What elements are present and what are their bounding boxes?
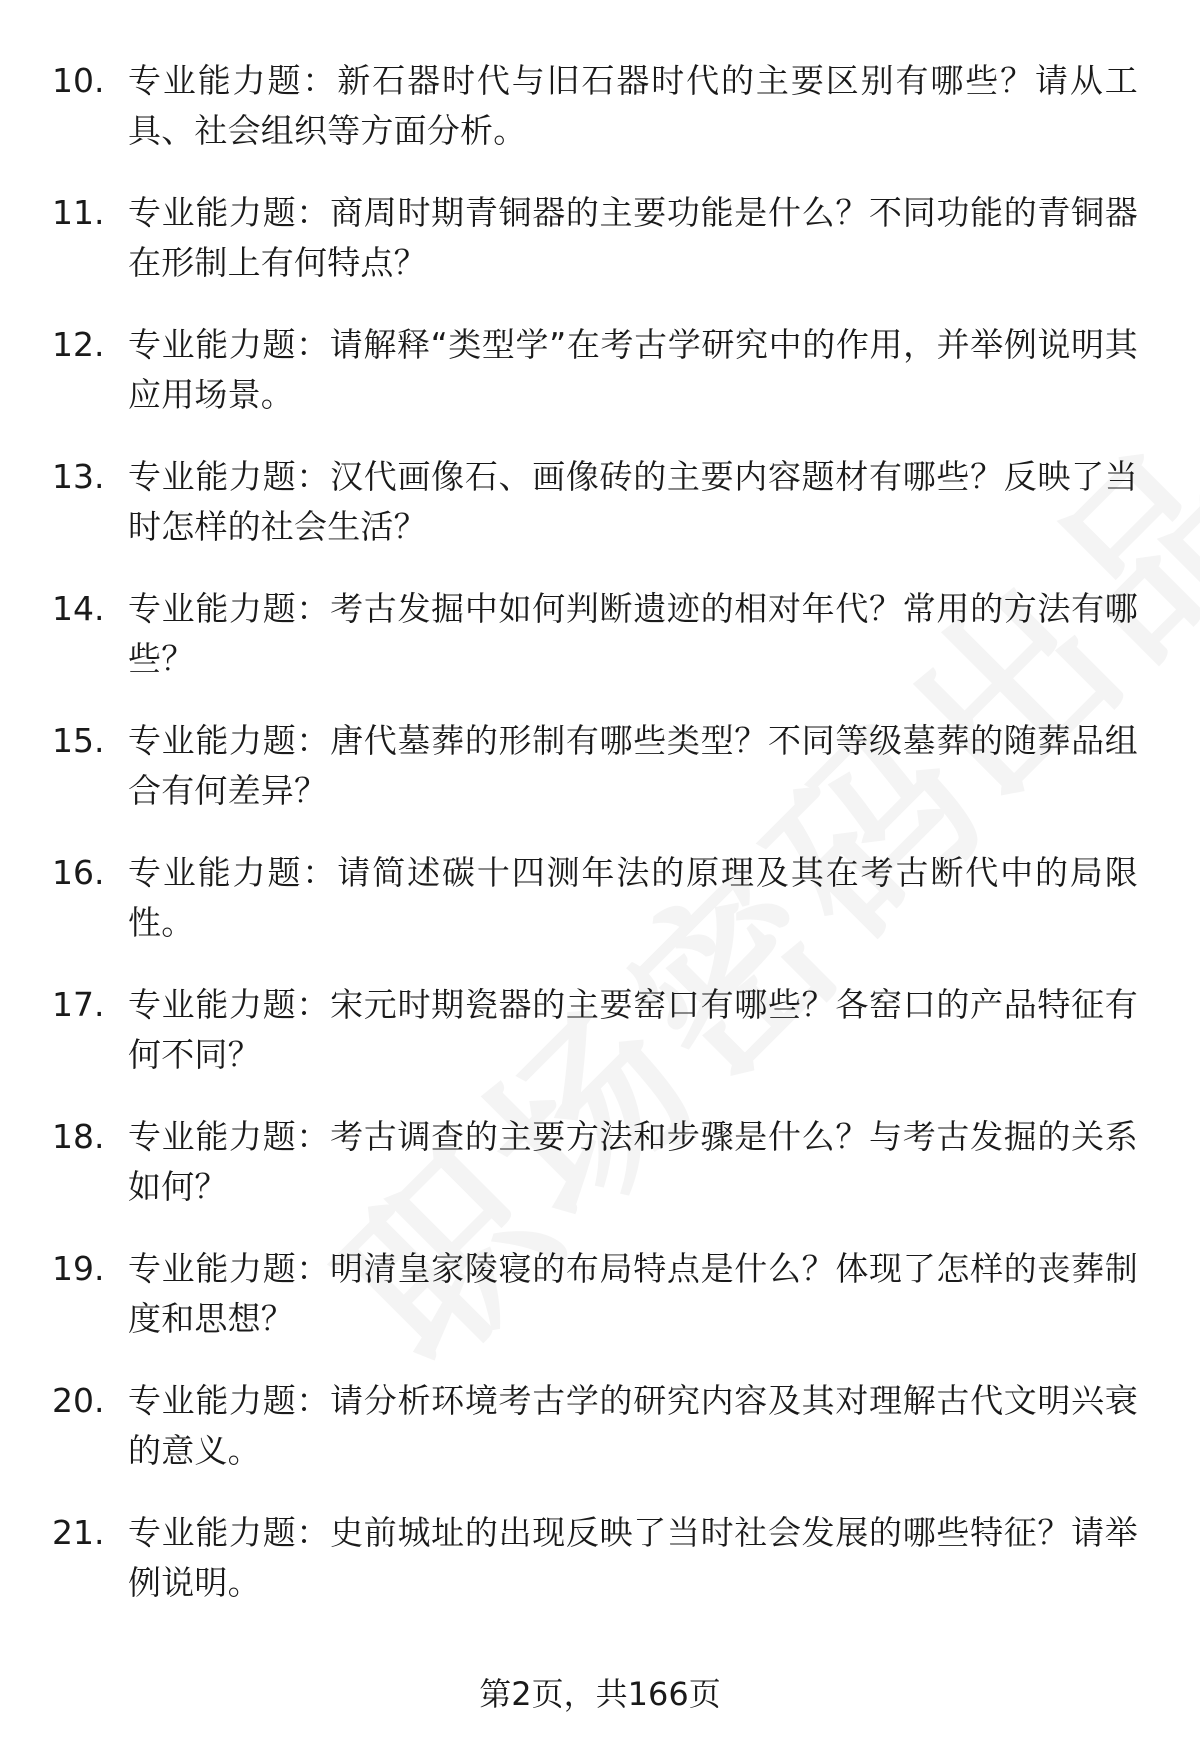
question-item [0,716,1200,848]
question-item [0,848,1200,980]
question-number: 17. [52,985,105,1024]
question-text: 专业能力题：请简述碳十四测年法的原理及其在考古断代中的局限性。 [128,853,1138,942]
question-text: 专业能力题：请分析环境考古学的研究内容及其对理解古代文明兴衰的意义。 [128,1381,1138,1470]
question-item [0,1112,1200,1244]
question-number: 14. [52,589,105,628]
question-item [0,980,1200,1112]
question-number: 21. [52,1513,105,1552]
question-item [0,452,1200,584]
question-item [0,1244,1200,1376]
question-item [0,56,1200,188]
question-text: 专业能力题：汉代画像石、画像砖的主要内容题材有哪些？反映了当时怎样的社会生活？ [128,457,1138,546]
question-item [0,1376,1200,1508]
question-item [0,584,1200,716]
question-text: 专业能力题：明清皇家陵寝的布局特点是什么？体现了怎样的丧葬制度和思想？ [128,1249,1138,1338]
question-number: 18. [52,1117,105,1156]
question-number: 12. [52,325,105,364]
question-list [0,56,1200,1640]
question-text: 专业能力题：商周时期青铜器的主要功能是什么？不同功能的青铜器在形制上有何特点？ [128,193,1138,282]
page-footer [0,1672,1200,1716]
question-text: 专业能力题：考古调查的主要方法和步骤是什么？与考古发掘的关系如何？ [128,1117,1138,1206]
question-number: 11. [52,193,105,232]
question-text: 专业能力题：请解释“类型学”在考古学研究中的作用，并举例说明其应用场景。 [128,325,1138,414]
question-number: 19. [52,1249,105,1288]
question-number: 13. [52,457,105,496]
question-number: 15. [52,721,105,760]
question-text: 专业能力题：新石器时代与旧石器时代的主要区别有哪些？请从工具、社会组织等方面分析。 [128,61,1138,150]
question-text: 专业能力题：考古发掘中如何判断遗迹的相对年代？常用的方法有哪些？ [128,589,1138,678]
question-number: 20. [52,1381,105,1420]
question-text: 专业能力题：史前城址的出现反映了当时社会发展的哪些特征？请举例说明。 [128,1513,1138,1602]
question-number: 16. [52,853,105,892]
question-number: 10. [52,61,105,100]
page-number-label: 第2页，共166页 [479,1675,721,1713]
question-text: 专业能力题：唐代墓葬的形制有哪些类型？不同等级墓葬的随葬品组合有何差异？ [128,721,1138,810]
question-text: 专业能力题：宋元时期瓷器的主要窑口有哪些？各窑口的产品特征有何不同？ [128,985,1138,1074]
question-item [0,1508,1200,1640]
question-item [0,188,1200,320]
question-item [0,320,1200,452]
